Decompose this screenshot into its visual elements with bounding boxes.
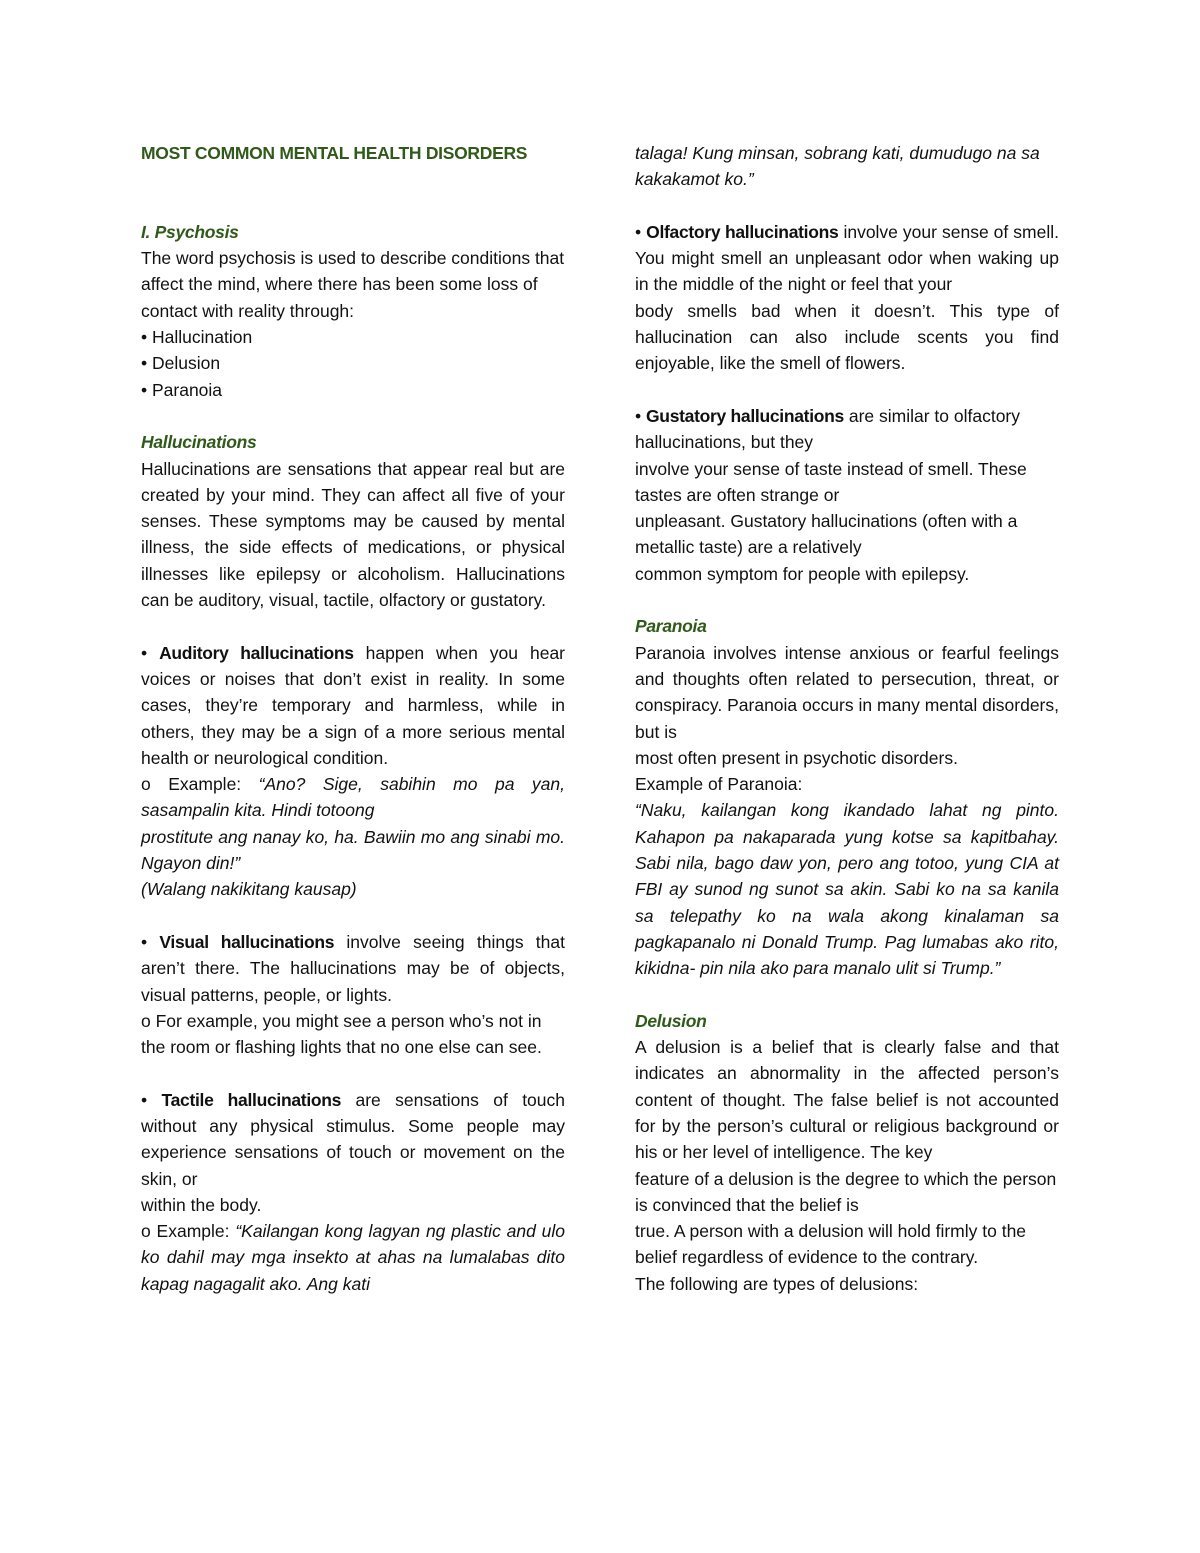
hallucinations-text: Hallucinations are sensations that appear real but are created by your mind. They can affect all five of your senses. These symptoms may be caused by mental illness, the side effects of medications, or physical illnesses like epilepsy or alcoholism. Hallucinations can be auditory, visual, tactile, olfactory or gustatory. (141, 458, 565, 611)
psychosis-heading: I. Psychosis (141, 221, 239, 242)
paranoia-example: “Naku, kailangan kong ikandado lahat ng pinto. Kahapon pa nakaparada yung kotse sa kapitbahay. Sabi nila, bago daw yon, pero ang totoo, yung CIA at FBI ay sunod ng sunot sa akin. Sabi ko na sa kanila sa telepathy ko na wala akong kinalaman sa pagkapanalo ni Donald Trump. Pag lumabas ako rito, kikidna- pin nila ako para manalo ulit si Trump.” (635, 800, 1059, 979)
tactile-example-cont: talaga! Kung minsan, sobrang kati, dumudugo na sa kakakamot ko.” (635, 143, 1040, 190)
visual-term: Visual hallucinations (159, 931, 335, 952)
gustatory-text-2: involve your sense of taste instead of smell. These tastes are often strange or (635, 458, 1027, 505)
gustatory-text-3: unpleasant. Gustatory hallucinations (often with a metallic taste) are a relatively (635, 511, 1018, 558)
right-column (635, 140, 1059, 1297)
psychosis-item: • Delusion (141, 353, 221, 374)
olfactory-paragraph: • Olfactory hallucinations involve your sense of smell. You might smell an unpleasant odor when waking up in the middle of the night or feel that your (635, 221, 1059, 295)
delusion-text-2: feature of a delusion is the degree to which the person is convinced that the belief is (635, 1168, 1057, 1215)
auditory-term: Auditory hallucinations (159, 642, 354, 663)
psychosis-intro: The word psychosis is used to describe conditions that affect the mind, where there has been some loss of contact with reality through: (141, 248, 565, 321)
gustatory-paragraph: • Gustatory hallucinations are similar to olfactory hallucinations, but they (635, 405, 1021, 453)
tactile-paragraph: • Tactile hallucinations are sensations of touch without any physical stimulus. Some people may experience sensations of touch or movement on the skin, or (141, 1089, 566, 1189)
paranoia-text-cont: most often present in psychotic disorders. (635, 747, 958, 768)
psychosis-item: • Hallucination (141, 327, 253, 348)
olfactory-text-cont: body smells bad when it doesn’t. This type of hallucination can also include scents you find enjoyable, like the smell of flowers. (635, 300, 1059, 374)
paranoia-example-label: Example of Paranoia: (635, 774, 803, 795)
visual-paragraph: • Visual hallucinations involve seeing things that aren’t there. The hallucinations may be of objects, visual patterns, people, or lights. (141, 931, 565, 1005)
auditory-paragraph: • Auditory hallucinations happen when you hear voices or noises that don’t exist in reality. In some cases, they’re temporary and harmless, while in others, they may be a sign of a more serious mental health or neurological condition. (141, 642, 565, 768)
tactile-example: o Example: “Kailangan kong lagyan ng plastic and ulo ko dahil may mga insekto at ahas na lumalabas dito kapag nagagalit ako. Ang kati (141, 1221, 566, 1294)
delusion-heading: Delusion (635, 1010, 707, 1031)
gustatory-text-4: common symptom for people with epilepsy. (635, 563, 970, 584)
gustatory-term: Gustatory hallucinations (646, 405, 844, 426)
psychosis-item: • Paranoia (141, 379, 223, 400)
delusion-text-4: The following are types of delusions: (635, 1273, 919, 1294)
delusion-text-3: true. A person with a delusion will hold firmly to the belief regardless of evidence to the contrary. (635, 1221, 1027, 1268)
delusion-text: A delusion is a belief that is clearly false and that indicates an abnormality in the affected person’s content of thought. The false belief is not accounted for by the person’s cultural or religious background or his or her level of intelligence. The key (635, 1037, 1059, 1163)
left-column (141, 140, 565, 1297)
page-title: MOST COMMON MENTAL HEALTH DISORDERS (141, 143, 528, 163)
auditory-example: o Example: “Ano? Sige, sabihin mo pa yan, sasampalin kita. Hindi totoong (141, 774, 565, 821)
tactile-text-cont: within the body. (141, 1194, 262, 1215)
paranoia-text: Paranoia involves intense anxious or fearful feelings and thoughts often related to persecution, threat, or conspiracy. Paranoia occurs in many mental disorders, but is (635, 642, 1059, 742)
auditory-example-note: (Walang nakikitang kausap) (141, 879, 357, 900)
olfactory-term: Olfactory hallucinations (646, 221, 839, 242)
paranoia-heading: Paranoia (635, 616, 707, 637)
auditory-example-cont: prostitute ang nanay ko, ha. Bawiin mo ang sinabi mo. Ngayon din!” (141, 826, 565, 874)
hallucinations-heading: Hallucinations (141, 432, 257, 453)
tactile-term: Tactile hallucinations (161, 1089, 342, 1110)
visual-example: o For example, you might see a person who’s not in the room or flashing lights that no one else can see. (141, 1010, 542, 1058)
